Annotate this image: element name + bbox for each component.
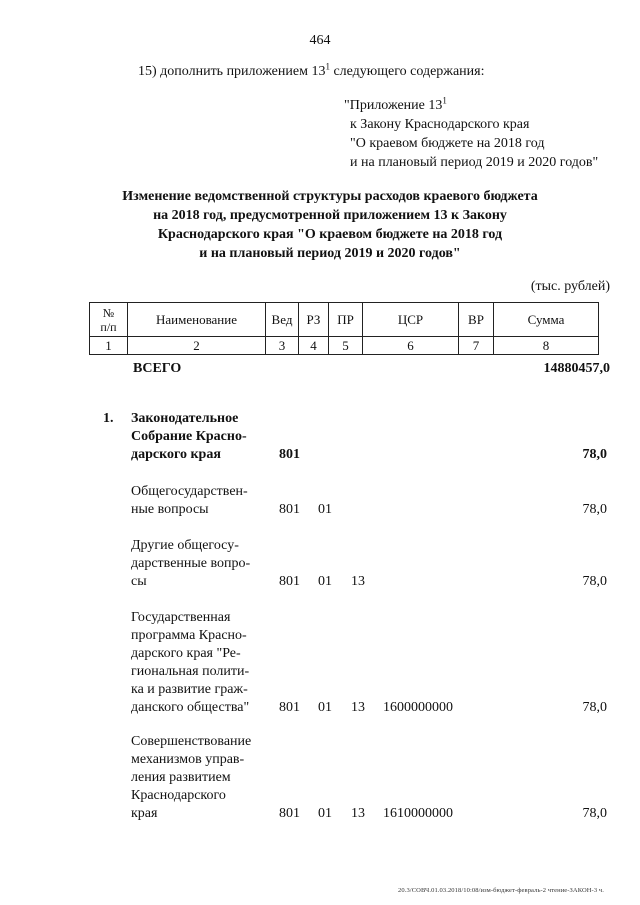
- row-name-line: ка и развитие граж-: [131, 682, 248, 697]
- row-ved: 801: [279, 574, 300, 589]
- row-sum: 78,0: [582, 700, 607, 715]
- row-rz: 01: [318, 806, 332, 821]
- page-number: 464: [309, 33, 331, 48]
- row-name-line: Совершенствование: [131, 734, 252, 749]
- title-line-2: на 2018 год, предусмотренной приложением 13 к Закону: [153, 208, 507, 223]
- row-csr: 1610000000: [383, 806, 453, 821]
- row-name: [131, 537, 264, 591]
- row-name-line: Общегосударствен-: [131, 484, 248, 499]
- row-name-line: Собрание Красно-: [131, 429, 247, 444]
- row-name-line: Краснодарского: [131, 788, 226, 803]
- row-ved: 801: [279, 700, 300, 715]
- row-name-line: дарского края "Ре-: [131, 646, 241, 661]
- col-number-8: 8: [494, 337, 599, 355]
- row-number: 1.: [103, 411, 114, 426]
- title-line-4: и на плановый период 2019 и 2020 годов": [199, 246, 461, 261]
- row-ved: 801: [279, 447, 300, 462]
- total-label: ВСЕГО: [133, 361, 182, 376]
- col-number-4: 4: [299, 337, 329, 355]
- table-row: [0, 483, 640, 519]
- row-name-line: Другие общегосу-: [131, 538, 239, 553]
- row-name: [131, 483, 264, 519]
- row-name: [131, 410, 264, 464]
- footer-code: 20.3/СОВЧ.01.03.2018/10:08/изм-бюджет-февраль-2 чтение-ЗАКОН-3 ч.: [398, 887, 604, 894]
- col-number-7: 7: [459, 337, 494, 355]
- appendix-line-2: к Закону Краснодарского края: [350, 117, 530, 132]
- row-name-line: ления развитием: [131, 770, 231, 785]
- header-number-line-1: №: [102, 305, 115, 320]
- row-name-line: гиональная полити-: [131, 664, 250, 679]
- table-row: [0, 733, 640, 823]
- appendix-heading: [344, 96, 598, 172]
- header-vr: ВР: [459, 303, 494, 337]
- row-sum: 78,0: [582, 574, 607, 589]
- row-rz: 01: [318, 574, 332, 589]
- row-pr: 13: [351, 806, 365, 821]
- appendix-line-4: и на плановый период 2019 и 2020 годов": [350, 155, 599, 170]
- table-row: [0, 410, 640, 464]
- row-rz: 01: [318, 700, 332, 715]
- intro-text: [138, 61, 485, 80]
- row-name-line: Законодательное: [131, 411, 239, 426]
- intro-sup: 1: [325, 61, 330, 72]
- appendix-line-1: "Приложение 13: [344, 98, 443, 113]
- row-name: [131, 733, 264, 823]
- table-row: [0, 609, 640, 717]
- appendix-line-3: "О краевом бюджете на 2018 год: [350, 136, 545, 151]
- document-title: [100, 187, 560, 263]
- units-label: (тыс. рублей): [530, 279, 610, 294]
- col-number-3: 3: [266, 337, 299, 355]
- header-number: [90, 303, 128, 337]
- row-pr: 13: [351, 700, 365, 715]
- header-csr: ЦСР: [363, 303, 459, 337]
- row-csr: 1600000000: [383, 700, 453, 715]
- row-name-line: края: [131, 806, 158, 821]
- row-name-line: дарственные вопро-: [131, 556, 251, 571]
- row-name-line: данского общества": [131, 700, 250, 715]
- row-name-line: сы: [131, 574, 147, 589]
- table-header: [89, 302, 599, 355]
- row-pr: 13: [351, 574, 365, 589]
- col-number-5: 5: [329, 337, 363, 355]
- row-rz: 01: [318, 502, 332, 517]
- header-rz: РЗ: [299, 303, 329, 337]
- row-name-line: Государственная: [131, 610, 231, 625]
- table-row: [0, 537, 640, 591]
- row-sum: 78,0: [582, 502, 607, 517]
- header-number-line-2: п/п: [100, 319, 117, 334]
- row-name: [131, 609, 264, 717]
- title-line-3: Краснодарского края "О краевом бюджете на 2018 год: [157, 227, 503, 242]
- row-sum: 78,0: [582, 447, 607, 462]
- appendix-sup: 1: [442, 95, 447, 106]
- row-ved: 801: [279, 502, 300, 517]
- row-name-line: дарского края: [131, 447, 221, 462]
- intro-text-after: следующего содержания:: [329, 64, 485, 79]
- header-ved: Вед: [266, 303, 299, 337]
- title-line-1: Изменение ведомственной структуры расходов краевого бюджета: [122, 189, 538, 204]
- row-ved: 801: [279, 806, 300, 821]
- row-name-line: ные вопросы: [131, 502, 209, 517]
- header-pr: ПР: [329, 303, 363, 337]
- row-name-line: механизмов управ-: [131, 752, 245, 767]
- total-value: 14880457,0: [543, 361, 610, 376]
- row-sum: 78,0: [582, 806, 607, 821]
- row-name-line: программа Красно-: [131, 628, 247, 643]
- col-number-1: 1: [90, 337, 128, 355]
- header-sum: Сумма: [494, 303, 599, 337]
- col-number-2: 2: [128, 337, 266, 355]
- header-name: Наименование: [128, 303, 266, 337]
- intro-text-before: 15) дополнить приложением 13: [138, 64, 326, 79]
- col-number-6: 6: [363, 337, 459, 355]
